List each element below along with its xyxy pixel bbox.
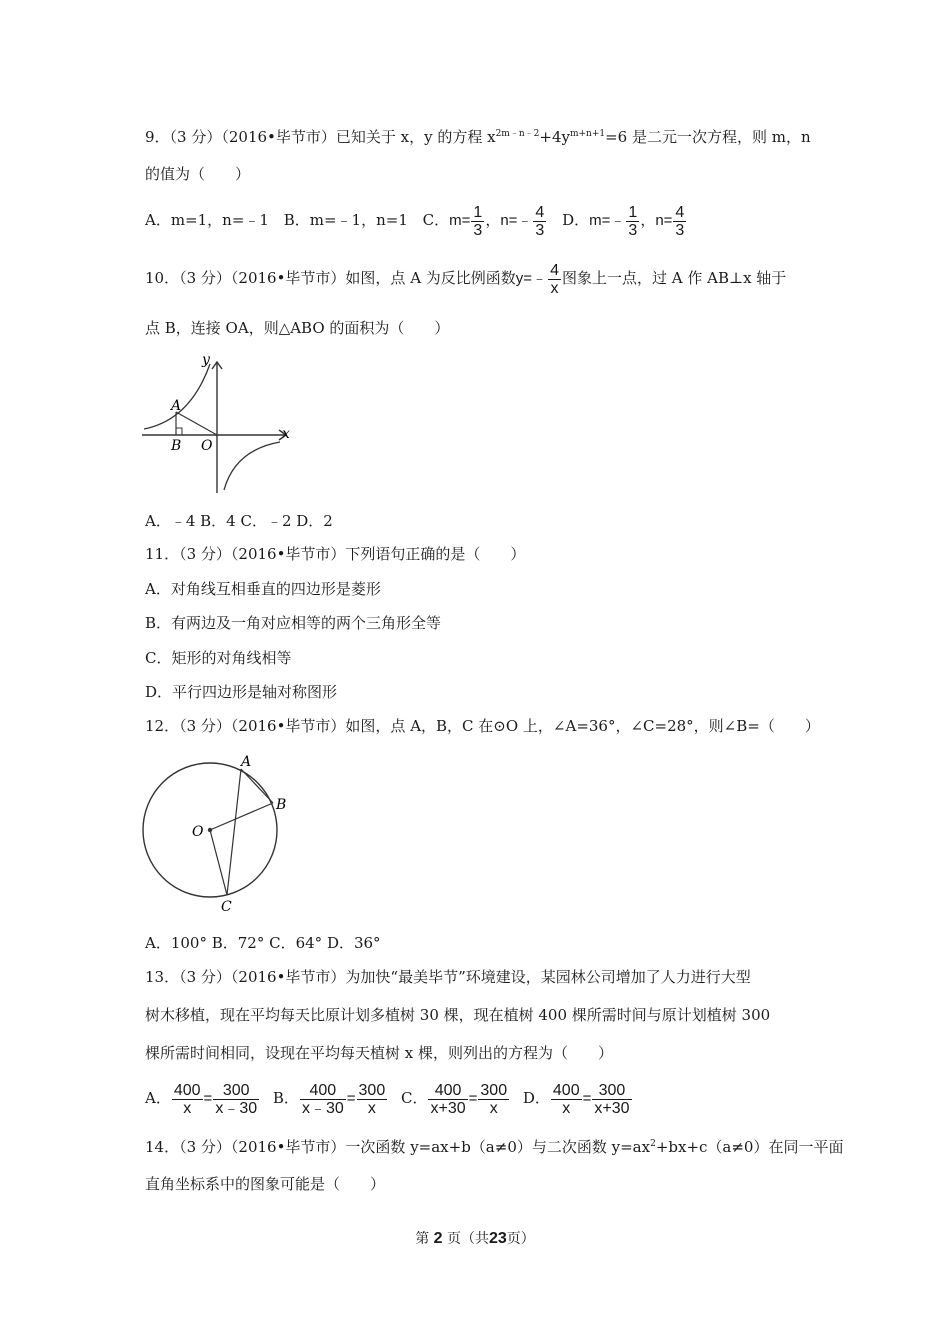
- q13-stem-line2: 树木移植，现在平均每天比原计划多植树 30 棵，现在植树 400 棵所需时间与原计划植树 300: [145, 1006, 771, 1024]
- label-o: O: [201, 438, 213, 454]
- q9-options: [145, 202, 687, 239]
- q12-options: A．100° B．72° C．64° D．36°: [145, 934, 381, 952]
- q9-stem-line2: 的值为（ ）: [145, 165, 251, 183]
- page-number: 2: [433, 1230, 443, 1247]
- q12-stem: 12．（3 分）（2016•毕节市）如图，点 A，B，C 在⊙O 上，∠A=36°，∠C=28°，则∠B=（ ）: [145, 717, 820, 735]
- fraction: $\frac{300}{x﹣30}$: [215, 1081, 258, 1117]
- q13-option-a: A． $\frac{400}{x}$ = $\frac{300}{x﹣30}$: [145, 1081, 258, 1117]
- fraction: $\frac{1}{3}$: [628, 203, 638, 239]
- label-b: B: [171, 438, 182, 454]
- hyperbola-branch-left: [144, 364, 210, 429]
- q13-option-d: D． $\frac{400}{x}$ = $\frac{300}{x+30}$: [522, 1081, 630, 1117]
- q9-option-d: D．m=﹣ $\frac{1}{3}$ ，n= $\frac{4}{3}$: [562, 203, 685, 239]
- fraction: $\frac{1}{3}$: [473, 203, 483, 239]
- q11-option-d: D．平行四边形是轴对称图形: [145, 683, 338, 701]
- q13-stem-line3: 棵所需时间相同，设现在平均每天植树 x 棵，则列出的方程为（ ）: [145, 1044, 613, 1062]
- q13-option-b: B． $\frac{400}{x﹣30}$ = $\frac{300}{x}$: [272, 1081, 386, 1117]
- q13-options: [145, 1080, 633, 1117]
- page-footer: 第 2 页（共23页）: [415, 1230, 535, 1247]
- total-pages: 23: [489, 1230, 507, 1247]
- label-a: A: [171, 398, 182, 414]
- fraction: $\frac{300}{x}$: [480, 1081, 508, 1117]
- center-point: [208, 828, 212, 832]
- q10-options: A．﹣4 B．4 C．﹣2 D．2: [145, 512, 333, 530]
- q9-option-b: B．m=﹣1，n=1: [283, 211, 408, 229]
- q11-option-b: B．有两边及一角对应相等的两个三角形全等: [145, 614, 442, 632]
- fraction: $\frac{400}{x}$: [173, 1081, 201, 1117]
- fraction: $\frac{4}{x}$: [550, 261, 559, 297]
- fraction: $\frac{4}{3}$: [535, 203, 545, 239]
- q10-stem-line1: 10．（3 分）（2016•毕节市）如图，点 A 为反比例函数y=﹣ $\frac{4}{x}$ 图象上一点，过 A 作 AB⊥x 轴于: [145, 261, 787, 297]
- q9-option-a: A．m=1，n=﹣1: [145, 211, 269, 229]
- q11-option-a: A．对角线互相垂直的四边形是菱形: [145, 580, 381, 598]
- chord-ab: [241, 769, 273, 803]
- fraction: $\frac{4}{3}$: [675, 203, 685, 239]
- segment-ob: [210, 803, 273, 830]
- q11-option-c: C．矩形的对角线相等: [145, 649, 292, 667]
- q13-stem-line1: 13．（3 分）（2016•毕节市）为加快“最美毕节”环境建设，某园林公司增加了人力进行大型: [145, 968, 751, 986]
- q12-circle-figure: [138, 752, 298, 917]
- right-angle-mark: [176, 428, 182, 435]
- q9-stem-line1: 9．（3 分）（2016•毕节市）已知关于 x，y 的方程 $x^{2m﹣n﹣2}+4y^{m+n+1}=6$ 是二元一次方程，则 m，n: [145, 128, 811, 146]
- q10-graph-figure: [140, 350, 300, 500]
- q11-stem: 11．（3 分）（2016•毕节市）下列语句正确的是（ ）: [145, 545, 526, 563]
- fraction: $\frac{300}{x+30}$: [594, 1081, 630, 1117]
- segment-oc: [210, 830, 227, 895]
- q14-stem-line1: 14．（3 分）（2016•毕节市）一次函数 y=ax+b（a≠0）与二次函数 $y=ax^2+bx+c(a\ne 0)$在同一平面: [145, 1138, 844, 1156]
- label-c: C: [221, 899, 232, 915]
- q10-stem-line2: 点 B，连接 OA，则△ABO 的面积为（ ）: [145, 319, 450, 337]
- q14-stem-line2: 直角坐标系中的图象可能是（ ）: [145, 1175, 386, 1193]
- label-o: O: [192, 824, 204, 840]
- q9-option-c: C．m= $\frac{1}{3}$ ，n=﹣ $\frac{4}{3}$: [422, 203, 545, 239]
- label-a: A: [241, 754, 252, 770]
- hyperbola-branch-right: [224, 442, 280, 490]
- label-b: B: [276, 797, 287, 813]
- fraction: $\frac{400}{x+30}$: [430, 1081, 466, 1117]
- fraction: $\frac{300}{x}$: [358, 1081, 386, 1117]
- fraction: $\frac{400}{x}$: [552, 1081, 580, 1117]
- label-y: y: [202, 352, 210, 368]
- chord-ac: [227, 769, 241, 895]
- fraction: $\frac{400}{x﹣30}$: [301, 1081, 344, 1117]
- q13-option-c: C． $\frac{400}{x+30}$ = $\frac{300}{x}$: [401, 1081, 508, 1117]
- label-x: x: [282, 426, 290, 442]
